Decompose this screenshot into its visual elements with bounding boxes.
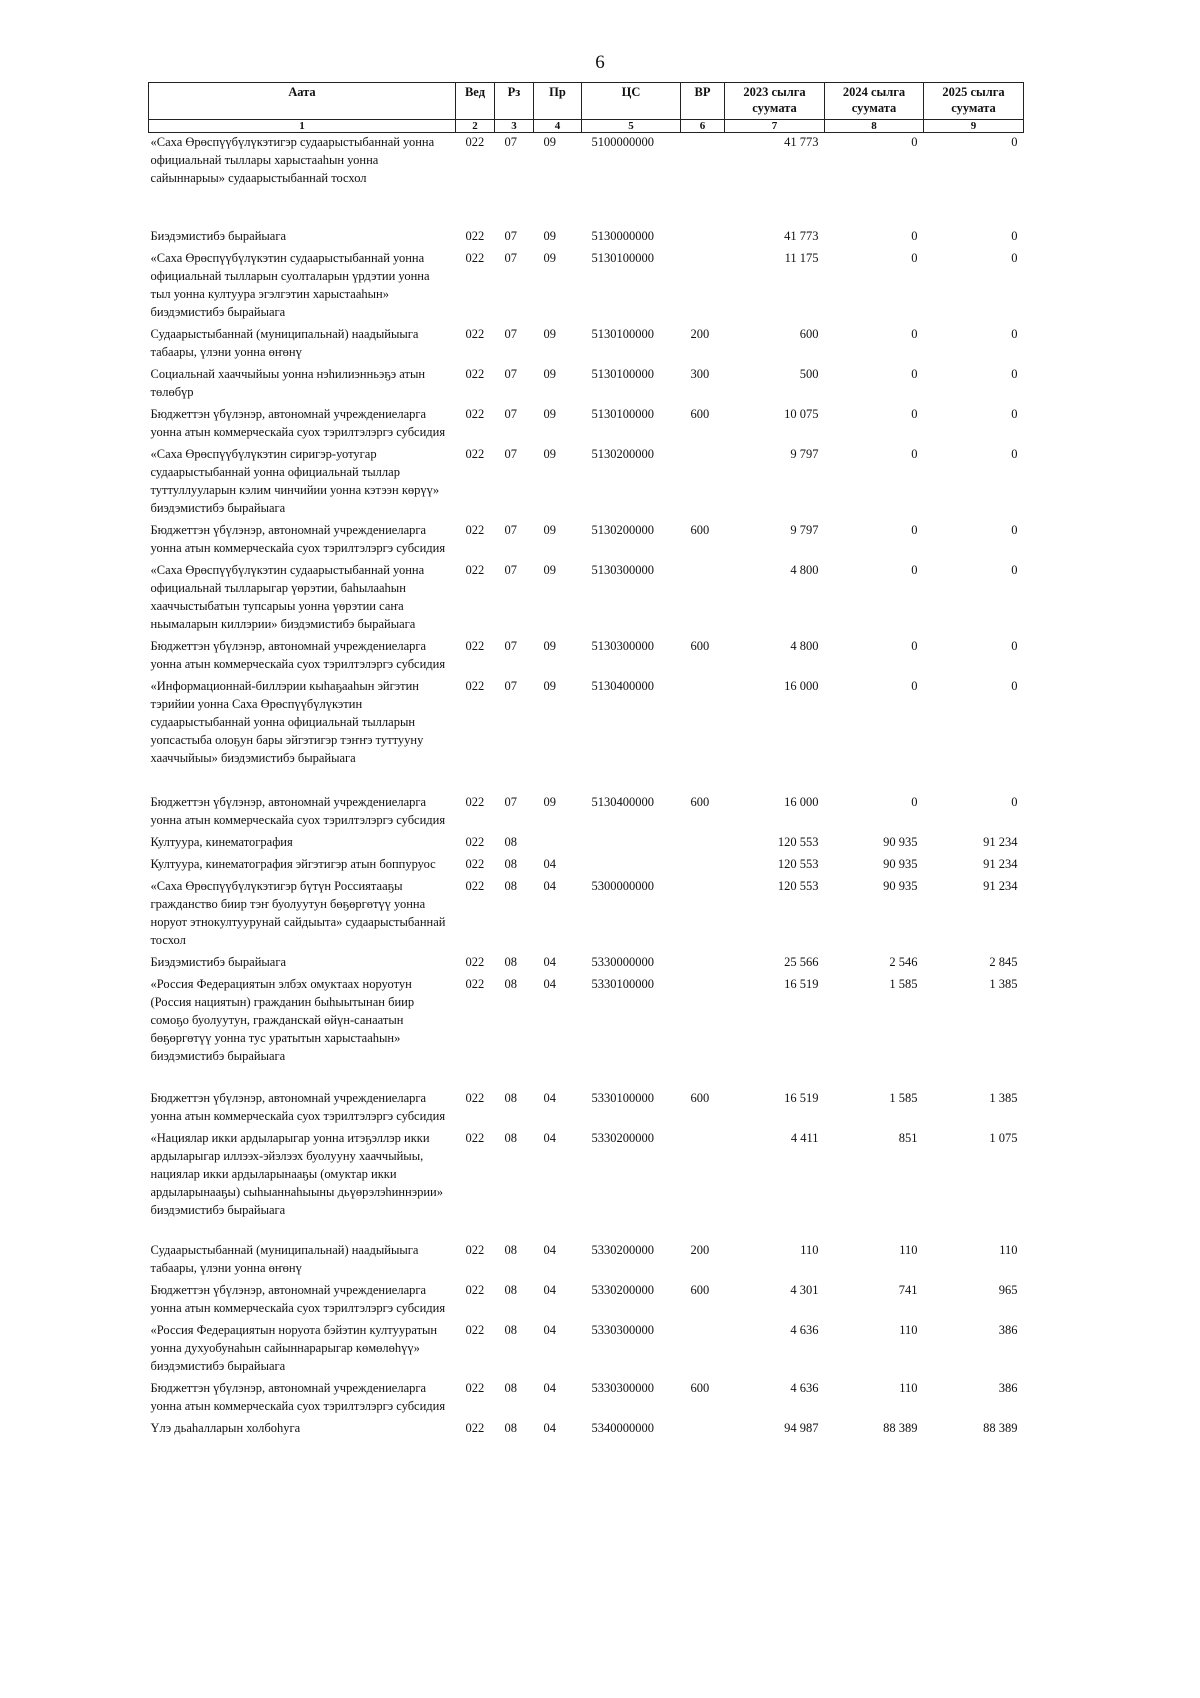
row-vr: 600 — [690, 407, 710, 421]
row-name: Судаарыстыбаннай (муниципальнай) наадыйыыга табаары, үлэни уонна өҥөнү — [150, 327, 419, 359]
row-ved: 022 — [465, 1323, 485, 1337]
row-vr — [681, 829, 725, 851]
row-cs: 5330000000 — [591, 955, 654, 969]
row-pr: 09 — [543, 229, 556, 243]
row-rz: 08 — [504, 955, 517, 969]
row-cs: 5330300000 — [591, 1323, 654, 1337]
row-2025: 0 — [1011, 679, 1018, 693]
row-vr — [681, 1125, 725, 1237]
row-2023: 110 — [800, 1243, 819, 1257]
row-2024: 90 935 — [883, 857, 918, 871]
row-2024: 0 — [911, 679, 918, 693]
row-2025: 0 — [1011, 639, 1018, 653]
row-cs: 5330200000 — [591, 1243, 654, 1257]
row-2024: 88 389 — [883, 1421, 918, 1435]
row-ved: 022 — [465, 639, 485, 653]
table-row — [149, 133, 1024, 224]
row-rz: 08 — [504, 1421, 517, 1435]
row-name: Биэдэмистибэ бырайыага — [150, 229, 287, 243]
column-number: 7 — [725, 120, 825, 133]
row-ved: 022 — [465, 1283, 485, 1297]
table-row — [149, 633, 1024, 673]
row-2025: 0 — [1011, 407, 1018, 421]
table-row — [149, 557, 1024, 633]
row-rz: 08 — [504, 857, 517, 871]
row-2024: 0 — [911, 135, 918, 149]
row-cs: 5330100000 — [591, 977, 654, 991]
row-2024: 851 — [898, 1131, 918, 1145]
table-row — [149, 441, 1024, 517]
row-ved: 022 — [465, 327, 485, 341]
row-2025: 91 234 — [983, 857, 1018, 871]
row-pr: 09 — [543, 639, 556, 653]
row-pr: 09 — [543, 795, 556, 809]
column-number: 9 — [924, 120, 1024, 133]
row-2025: 0 — [1011, 795, 1018, 809]
row-2024: 0 — [911, 523, 918, 537]
column-number: 1 — [149, 120, 456, 133]
table-row — [149, 971, 1024, 1085]
row-2025: 0 — [1011, 447, 1018, 461]
row-name: Бюджеттэн үбүлэнэр, автономнай учреждениеларга уонна атын коммерческайа суох тэрилтэлэргэ субсидия — [150, 407, 446, 439]
column-number: 6 — [681, 120, 725, 133]
row-ved: 022 — [465, 1243, 485, 1257]
row-vr — [681, 873, 725, 949]
row-name: Биэдэмистибэ бырайыага — [150, 955, 287, 969]
header-2024: 2024 сылга суумата — [825, 83, 924, 120]
row-rz: 07 — [504, 679, 517, 693]
row-pr: 09 — [543, 407, 556, 421]
row-ved: 022 — [465, 229, 485, 243]
row-name: Култуура, кинематография — [150, 835, 293, 849]
row-pr: 09 — [543, 563, 556, 577]
row-rz: 08 — [504, 1323, 517, 1337]
row-vr — [681, 971, 725, 1085]
row-name: Бюджеттэн үбүлэнэр, автономнай учреждениеларга уонна атын коммерческайа суох тэрилтэлэргэ субсидия — [150, 523, 446, 555]
header-cs: ЦС — [582, 83, 681, 120]
row-name: Бюджеттэн үбүлэнэр, автономнай учреждениеларга уонна атын коммерческайа суох тэрилтэлэргэ субсидия — [150, 795, 446, 827]
row-pr: 09 — [543, 367, 556, 381]
row-rz: 08 — [504, 879, 517, 893]
row-2025: 0 — [1011, 367, 1018, 381]
table-row — [149, 361, 1024, 401]
row-name: «Информационнай-биллэрии кыһаҕааһын эйгэтин тэрийии уонна Саха Өрөспүүбүлүкэтин судаарыстыбаннай уонна официальнай тылларын уопсастыба олоҕун бары эйгэтигэр тэҥҥэ туттууну хааччыйыы» биэдэмистибэ бырайыага — [150, 679, 424, 765]
table-row — [149, 873, 1024, 949]
row-name: Култуура, кинематография эйгэтигэр атын боппуруос — [150, 857, 436, 871]
row-pr: 04 — [543, 1091, 556, 1105]
page-number: 6 — [595, 52, 605, 73]
row-vr — [681, 133, 725, 224]
table-row — [149, 517, 1024, 557]
row-pr: 09 — [543, 679, 556, 693]
row-vr: 600 — [690, 523, 710, 537]
row-2024: 0 — [911, 327, 918, 341]
row-pr: 04 — [543, 1283, 556, 1297]
row-ved: 022 — [465, 977, 485, 991]
row-rz: 07 — [504, 251, 517, 265]
budget-table — [148, 82, 1024, 1437]
row-rz: 08 — [504, 1283, 517, 1297]
row-cs: 5340000000 — [591, 1421, 654, 1435]
row-name: Судаарыстыбаннай (муниципальнай) наадыйыыга табаары, үлэни уонна өҥөнү — [150, 1243, 419, 1275]
table-row — [149, 829, 1024, 851]
row-pr: 04 — [543, 1131, 556, 1145]
row-2023: 4 800 — [790, 639, 819, 653]
row-ved: 022 — [465, 563, 485, 577]
column-number: 3 — [495, 120, 534, 133]
row-ved: 022 — [465, 1131, 485, 1145]
row-name: «Саха Өрөспүүбүлүкэтин сиригэр-уотугар судаарыстыбаннай уонна официальнай тыллар туттуллууларын кэлим чинчийии уонна кэтээн көрүү» биэдэмистибэ бырайыага — [150, 447, 440, 515]
row-2024: 741 — [898, 1283, 918, 1297]
row-2023: 16 519 — [784, 977, 819, 991]
row-2025: 88 389 — [983, 1421, 1018, 1435]
row-pr: 09 — [543, 135, 556, 149]
row-rz: 07 — [504, 135, 517, 149]
row-ved: 022 — [465, 523, 485, 537]
row-2023: 4 636 — [790, 1323, 819, 1337]
row-rz: 08 — [504, 1091, 517, 1105]
row-2024: 110 — [899, 1381, 918, 1395]
row-2025: 0 — [1011, 135, 1018, 149]
row-rz: 07 — [504, 229, 517, 243]
row-2024: 0 — [911, 367, 918, 381]
row-2024: 0 — [911, 229, 918, 243]
row-2023: 120 553 — [777, 857, 819, 871]
row-2023: 10 075 — [784, 407, 819, 421]
row-ved: 022 — [465, 1091, 485, 1105]
header-pr: Пр — [534, 83, 582, 120]
row-name: Бюджеттэн үбүлэнэр, автономнай учреждениеларга уонна атын коммерческайа суох тэрилтэлэргэ субсидия — [150, 1091, 446, 1123]
table-row — [149, 1237, 1024, 1277]
row-2024: 90 935 — [883, 835, 918, 849]
row-rz: 08 — [504, 1131, 517, 1145]
row-pr: 04 — [543, 955, 556, 969]
column-number-row — [149, 120, 1024, 133]
row-ved: 022 — [465, 679, 485, 693]
row-pr: 04 — [543, 1243, 556, 1257]
row-rz: 07 — [504, 327, 517, 341]
row-cs: 5130300000 — [591, 639, 654, 653]
row-2025: 965 — [998, 1283, 1018, 1297]
row-2023: 16 000 — [784, 795, 819, 809]
row-2024: 0 — [911, 447, 918, 461]
row-rz: 07 — [504, 795, 517, 809]
table-row — [149, 321, 1024, 361]
row-2024: 2 546 — [889, 955, 918, 969]
table-row — [149, 401, 1024, 441]
row-2025: 0 — [1011, 563, 1018, 577]
table-row — [149, 1317, 1024, 1375]
table-row — [149, 1415, 1024, 1437]
row-name: «Саха Өрөспүүбүлүкэтин судаарыстыбаннай уонна официальнай тылларыгар үөрэтии, баһылааһын хааччыстыбатын тупсарыы уонна үөрэтии саҥа ньымаларын киллэрии» биэдэмистибэ бырайыага — [150, 563, 425, 631]
row-ved: 022 — [465, 251, 485, 265]
table-row — [149, 673, 1024, 789]
row-2025: 386 — [998, 1323, 1018, 1337]
column-number: 4 — [534, 120, 582, 133]
table-row — [149, 1277, 1024, 1317]
row-cs: 5330300000 — [591, 1381, 654, 1395]
table-row — [149, 789, 1024, 829]
row-rz: 08 — [504, 1243, 517, 1257]
row-vr — [681, 245, 725, 321]
row-rz: 07 — [504, 367, 517, 381]
row-2023: 9 797 — [790, 447, 819, 461]
row-2024: 0 — [911, 251, 918, 265]
row-cs — [582, 829, 681, 851]
row-cs: 5130100000 — [591, 251, 654, 265]
row-rz: 07 — [504, 563, 517, 577]
header-vr: ВР — [681, 83, 725, 120]
column-number: 5 — [582, 120, 681, 133]
row-name: «Саха Өрөспүүбүлүкэтин судаарыстыбаннай уонна официальнай тылларын суолталарын үрдэтии уонна тыл уонна култуура эгэлгэтин харыстааһын» биэдэмистибэ бырайыага — [150, 251, 430, 319]
row-name: «Саха Өрөспүүбүлүкэтигэр судаарыстыбаннай уонна официальнай тыллары харыстааһын уонна сайыннарыы» судаарыстыбаннай тосхол — [150, 135, 435, 185]
header-ved: Вед — [456, 83, 495, 120]
row-2023: 4 301 — [790, 1283, 819, 1297]
row-2024: 0 — [911, 407, 918, 421]
row-vr — [681, 1317, 725, 1375]
row-cs — [582, 851, 681, 873]
row-2024: 90 935 — [883, 879, 918, 893]
row-cs: 5130300000 — [591, 563, 654, 577]
row-vr: 600 — [690, 1381, 710, 1395]
row-2023: 16 519 — [784, 1091, 819, 1105]
row-cs: 5330200000 — [591, 1283, 654, 1297]
row-name: Социальнай хааччыйыы уонна нэһилиэнньэҕэ атын төлөбүр — [150, 367, 426, 399]
row-2023: 500 — [799, 367, 819, 381]
row-2024: 0 — [911, 795, 918, 809]
row-2024: 110 — [899, 1243, 918, 1257]
row-2023: 120 553 — [777, 879, 819, 893]
row-pr: 09 — [543, 251, 556, 265]
table-row — [149, 1085, 1024, 1125]
row-vr: 300 — [690, 367, 710, 381]
table-row — [149, 851, 1024, 873]
row-rz: 07 — [504, 407, 517, 421]
row-ved: 022 — [465, 135, 485, 149]
row-2025: 0 — [1011, 229, 1018, 243]
row-vr — [681, 441, 725, 517]
row-2025: 386 — [998, 1381, 1018, 1395]
row-name: Бюджеттэн үбүлэнэр, автономнай учреждениеларга уонна атын коммерческайа суох тэрилтэлэргэ субсидия — [150, 1381, 446, 1413]
header-rz: Рз — [495, 83, 534, 120]
row-2023: 4 800 — [790, 563, 819, 577]
row-2025: 1 385 — [989, 977, 1018, 991]
row-ved: 022 — [465, 879, 485, 893]
row-ved: 022 — [465, 447, 485, 461]
row-2025: 0 — [1011, 523, 1018, 537]
row-2024: 0 — [911, 639, 918, 653]
table-row — [149, 223, 1024, 245]
row-rz: 08 — [504, 835, 517, 849]
row-2023: 120 553 — [777, 835, 819, 849]
row-2024: 1 585 — [889, 1091, 918, 1105]
row-2023: 4 636 — [790, 1381, 819, 1395]
row-2025: 110 — [999, 1243, 1018, 1257]
row-vr: 600 — [690, 795, 710, 809]
row-2023: 600 — [799, 327, 819, 341]
row-rz: 07 — [504, 639, 517, 653]
row-name: Үлэ дьаһалларын холбоһуга — [150, 1421, 301, 1435]
row-2025: 1 385 — [989, 1091, 1018, 1105]
header-2025: 2025 сылга суумата — [924, 83, 1024, 120]
row-2025: 1 075 — [989, 1131, 1018, 1145]
row-pr: 09 — [543, 447, 556, 461]
row-2024: 1 585 — [889, 977, 918, 991]
row-pr: 04 — [543, 1421, 556, 1435]
row-ved: 022 — [465, 857, 485, 871]
row-name: Бюджеттэн үбүлэнэр, автономнай учреждениеларга уонна атын коммерческайа суох тэрилтэлэргэ субсидия — [150, 639, 446, 671]
row-vr — [681, 949, 725, 971]
row-ved: 022 — [465, 795, 485, 809]
row-pr: 04 — [543, 857, 556, 871]
row-name: «Россия Федерациятын норуота бэйэтин култууратын уонна духуобунаһын сайыннарарыгар көмөлөһүү» биэдэмистибэ бырайыага — [150, 1323, 438, 1373]
row-2023: 9 797 — [790, 523, 819, 537]
header-2023: 2023 сылга суумата — [725, 83, 825, 120]
row-name: «Нациялар икки ардыларыгар уонна итэҕэллэр икки ардыларыгар иллээх-эйэлээх буолууну хааччыйыы, нациялар икки ардыларынааҕы (омуктар икки ардыларынааҕы) сыһыаннаһыыны дьүөрэлэһиннэрии» биэдэмистибэ бырайыага — [150, 1131, 443, 1217]
row-cs: 5130200000 — [591, 523, 654, 537]
row-2025: 91 234 — [983, 879, 1018, 893]
row-pr: 04 — [543, 879, 556, 893]
row-name: «Россия Федерациятын элбэх омуктаах норуотун (Россия нациятын) гражданин быһыытынан биир сомоҕо буолуутун, гражданскай өйүн-санаатын бөҕөргөтүү уонна тус уратытын харыстааһын» биэдэмистибэ бырайыага — [150, 977, 415, 1063]
row-name: «Саха Өрөспүүбүлүкэтигэр бүтүн Россиятааҕы гражданство биир тэҥ буолуутун бөҕөргөтүү уонна норуот этнокултуурунай сайдыыта» судаарыстыбаннай тосхол — [150, 879, 446, 947]
row-2024: 0 — [911, 563, 918, 577]
row-ved: 022 — [465, 407, 485, 421]
row-cs: 5300000000 — [591, 879, 654, 893]
row-pr: 04 — [543, 977, 556, 991]
row-cs: 5130000000 — [591, 229, 654, 243]
header-name: Аата — [149, 83, 456, 120]
row-rz: 07 — [504, 523, 517, 537]
row-2023: 41 773 — [784, 135, 819, 149]
row-rz: 07 — [504, 447, 517, 461]
row-vr: 200 — [690, 1243, 710, 1257]
row-ved: 022 — [465, 367, 485, 381]
row-2025: 2 845 — [989, 955, 1018, 969]
row-2025: 91 234 — [983, 835, 1018, 849]
row-pr: 04 — [543, 1323, 556, 1337]
row-ved: 022 — [465, 955, 485, 969]
row-rz: 08 — [504, 977, 517, 991]
table-body — [149, 133, 1024, 1438]
row-pr: 04 — [543, 1381, 556, 1395]
row-ved: 022 — [465, 1421, 485, 1435]
row-vr — [681, 557, 725, 633]
row-2023: 11 175 — [784, 251, 819, 265]
row-cs: 5130100000 — [591, 367, 654, 381]
row-cs: 5130100000 — [591, 407, 654, 421]
row-vr: 200 — [690, 327, 710, 341]
table-row — [149, 245, 1024, 321]
row-2023: 16 000 — [784, 679, 819, 693]
row-cs: 5330100000 — [591, 1091, 654, 1105]
table-row — [149, 1125, 1024, 1237]
row-2025: 0 — [1011, 327, 1018, 341]
column-number: 8 — [825, 120, 924, 133]
table-row — [149, 1375, 1024, 1415]
row-vr — [681, 851, 725, 873]
column-number: 2 — [456, 120, 495, 133]
row-cs: 5130200000 — [591, 447, 654, 461]
row-ved: 022 — [465, 835, 485, 849]
row-vr: 600 — [690, 1091, 710, 1105]
row-vr — [681, 223, 725, 245]
row-2023: 94 987 — [784, 1421, 819, 1435]
row-2023: 41 773 — [784, 229, 819, 243]
row-pr — [534, 829, 582, 851]
table-row — [149, 949, 1024, 971]
row-2023: 4 411 — [790, 1131, 819, 1145]
row-cs: 5100000000 — [591, 135, 654, 149]
row-vr: 600 — [690, 1283, 710, 1297]
row-cs: 5130400000 — [591, 679, 654, 693]
row-2023: 25 566 — [784, 955, 819, 969]
row-vr — [681, 673, 725, 789]
row-pr: 09 — [543, 327, 556, 341]
row-2024: 110 — [899, 1323, 918, 1337]
row-cs: 5130400000 — [591, 795, 654, 809]
row-rz: 08 — [504, 1381, 517, 1395]
row-cs: 5130100000 — [591, 327, 654, 341]
row-2025: 0 — [1011, 251, 1018, 265]
row-cs: 5330200000 — [591, 1131, 654, 1145]
row-pr: 09 — [543, 523, 556, 537]
row-vr: 600 — [690, 639, 710, 653]
row-vr — [681, 1415, 725, 1437]
row-ved: 022 — [465, 1381, 485, 1395]
table-header-row — [149, 83, 1024, 120]
row-name: Бюджеттэн үбүлэнэр, автономнай учреждениеларга уонна атын коммерческайа суох тэрилтэлэргэ субсидия — [150, 1283, 446, 1315]
